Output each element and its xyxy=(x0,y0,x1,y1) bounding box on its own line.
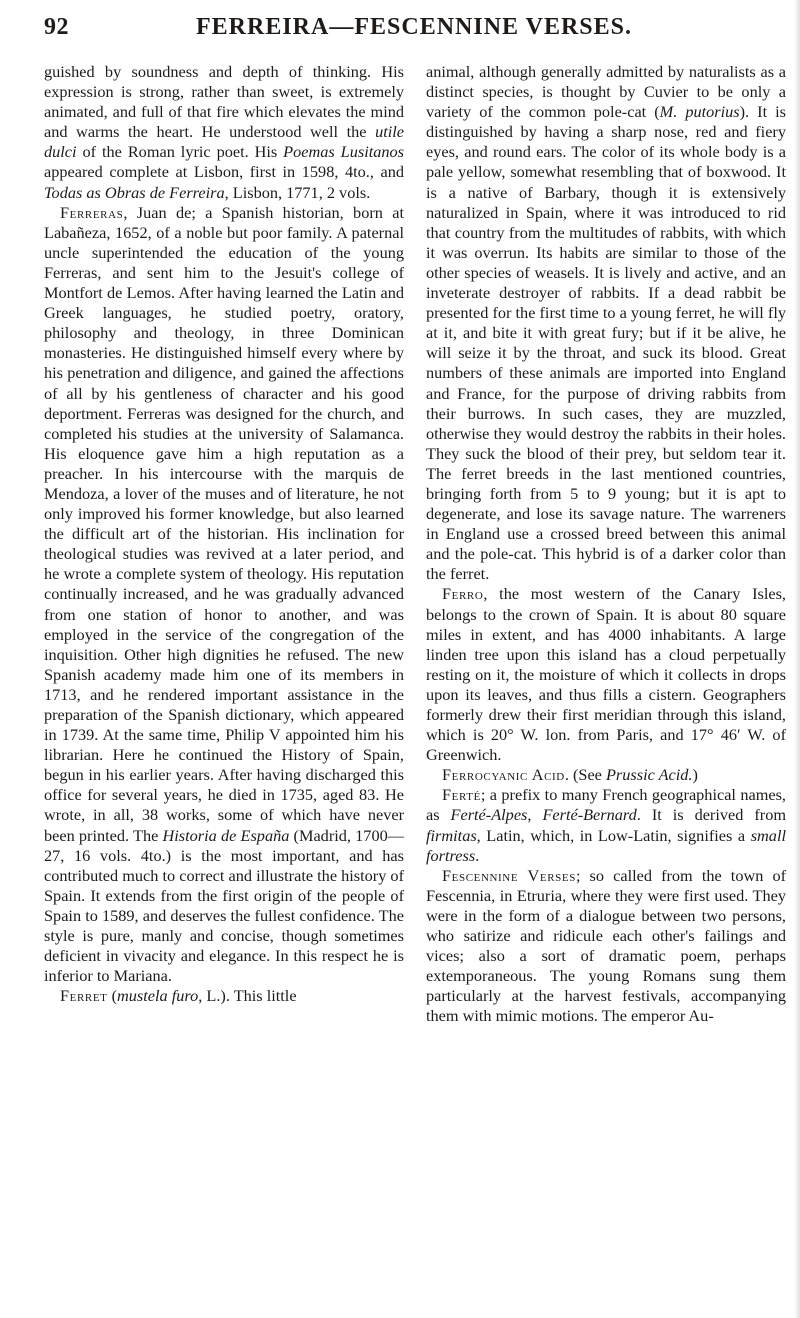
latin-word: firmitas xyxy=(426,825,477,845)
ferrocyanic-acid-entry: Ferrocyanic Acid. (See Prussic Acid.) xyxy=(442,765,698,785)
place-name: Ferté-Bernard xyxy=(542,805,637,825)
fescennine-verses-entry: Fescennine Verses; so called from the town of Fescennia, in Etruria, where they were first used. They were in the form of a dialogue between two persons, who satirize and ridicule each other's failings and vices; also a sort of dramatic poem, perhaps extemporaneous. The young Romans sung them particularly at the harvest festivals, accompanying them with mimic motions. The emperor Au- xyxy=(426,865,787,1026)
right-column xyxy=(426,62,786,1027)
ferreira-entry-continuation: guished by soundness and depth of thinking. His expression is strong, rather than sweet, is extremely animated, and full of that fire which elevates the mind and warms the heart. He understood well the utile dulci of the Roman lyric poet. His Poemas Lusitanos appeared complete at Lisbon, first in 1598, 4to., and Todas as Obras de Ferreira, Lisbon, 1771, 2 vols. xyxy=(44,62,404,202)
entry-headword: Ferté xyxy=(442,785,481,805)
cross-reference: Prussic Acid. xyxy=(605,765,693,785)
italic-phrase: utile dulci xyxy=(44,122,404,162)
ferte-entry: Ferté; a prefix to many French geographical names, as Ferté-Alpes, Ferté-Bernard. It is derived from firmitas, Latin, which, in Low-Latin, signifies a small fortress. xyxy=(426,785,786,865)
page-number: 92 xyxy=(44,14,69,40)
scientific-name: M. putorius xyxy=(659,102,740,122)
entry-headword: Ferro xyxy=(442,584,484,604)
entry-headword: Fescennine Verses xyxy=(442,865,576,885)
place-name: Ferté-Alpes xyxy=(450,805,528,825)
page-edge-shadow xyxy=(794,0,800,1318)
ferret-entry-start: Ferret (mustela furo, L.). This little xyxy=(60,986,297,1006)
italic-phrase: small fortress xyxy=(426,825,786,865)
ferret-entry-continuation: animal, although generally admitted by naturalists as a distinct species, is thought by Cuvier to be only a variety of the common pole-cat (M. putorius). It is distinguished by having a sharp nose, red and fiery eyes, and round ears. The color of its whole body is a pale yellow, somewhat resembling that of boxwood. It is a native of Barbary, though it is extensively naturalized in Spain, where it was introduced to rid that country from the multitudes of rabbits, with which it was overrun. Its habits are similar to those of the other species of weasels. It is lively and active, and an inveterate destroyer of rabbits. If a dead rabbit be presented for the first time to a young ferret, he will fly at it, and bite it with great fury; but if it be alive, he will seize it by the throat, and suck its blood. Great numbers of these animals are imported into England and France, for the purpose of driving rabbits from their burrows. In such cases, they are muzzled, otherwise they would destroy the rabbits in their holes. They suck the blood of their prey, but seldom tear it. The ferret breeds in the last mentioned countries, bringing forth from 5 to 9 young; but it is apt to degenerate, and lose its savage nature. The warreners in England use a crossed breed between this animal and the pole-cat. This hybrid is of a darker color than the ferret. xyxy=(426,62,786,584)
left-column xyxy=(44,62,404,1006)
work-title: Poemas Lusitanos xyxy=(283,142,404,162)
entry-headword: Ferret xyxy=(60,986,108,1006)
page-header xyxy=(44,14,784,50)
ferreras-entry: Ferreras, Juan de; a Spanish historian, born at Labañeza, 1652, of a noble but poor family. A paternal uncle superintended the education of the young Ferreras, and sent him to the Jesuit's college of Montfort de Lemos. After having learned the Latin and Greek languages, he studied poetry, oratory, philosophy and theology, in three Dominican monasteries. He distinguished himself every where by his penetration and diligence, and gained the affections of all by his gentleness of character and his good deportment. Ferreras was designed for the church, and completed his studies at the university of Salamanca. His eloquence gave him a high reputation as a preacher. In his intercourse with the marquis de Mendoza, a lover of the muses and of literature, he not only improved his former knowledge, but also learned the difficult art of the historian. His inclination for theological studies was revived at a later period, and he wrote a complete system of theology. His reputation continually increased, and he was gradually advanced from one station of honor to another, and was employed in the service of the congregation of the inquisition. Other high dignities he refused. The new Spanish academy made him one of its members in 1713, and he rendered important assistance in the preparation of the Spanish dictionary, which appeared in 1739. At the same time, Philip V appointed him his librarian. Here he continued the History of Spain, begun in his earlier years. After having discharged this office for several years, he died in 1735, aged 83. He wrote, in all, 38 works, some of which have never been printed. The Historia de España (Madrid, 1700—27, 16 vols. 4to.) is the most important, and has contributed much to correct and illustrate the history of Spain. It extends from the first origin of the people of Spain to 1589, and deserves the fullest confidence. The style is pure, manly and concise, though sometimes deficient in vivacity and elegance. In this respect he is inferior to Mariana. xyxy=(44,202,405,986)
work-title: Historia de España xyxy=(162,825,290,845)
ferro-entry: Ferro, the most western of the Canary Isles, belongs to the crown of Spain. It is about 80 square miles in extent, and has 4000 inhabitants. A large linden tree upon this island has a cloud perpetually resting on it, the moisture of which it collects in drops upon its leaves, and thus fills a cistern. Geographers formerly drew their first meridian through this island, which is 20° W. lon. from Paris, and 17° 46′ W. of Greenwich. xyxy=(426,584,786,765)
scientific-name: mustela furo xyxy=(117,986,199,1006)
work-title: Todas as Obras de Ferreira xyxy=(44,182,225,202)
entry-headword: Ferreras xyxy=(60,202,124,222)
entry-headword: Ferrocyanic Acid xyxy=(442,765,565,785)
running-head: FERREIRA—FESCENNINE VERSES. xyxy=(196,14,632,40)
